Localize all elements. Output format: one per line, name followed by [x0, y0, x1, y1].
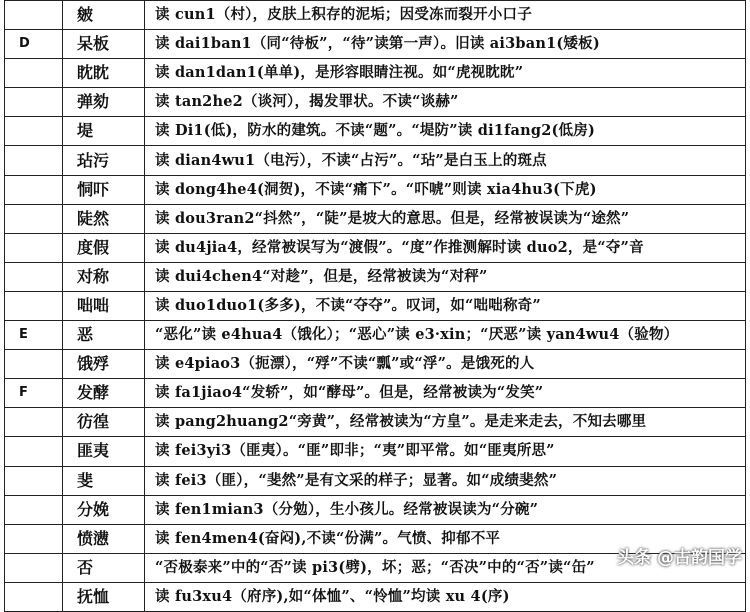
pronunciation-table — [4, 0, 746, 612]
definition-cell: 读 fei3yi3（匪夷）。“匪”即非；“夷”即平常。如“匪夷所思” — [145, 437, 746, 466]
word-cell: 否 — [63, 553, 145, 582]
word-cell: 彷徨 — [63, 408, 145, 437]
definition-cell: 读 fen4men4(奋闷),不读“份满”。气愤、抑郁不平 — [145, 524, 746, 553]
letter-cell — [5, 262, 63, 291]
letter-cell — [5, 495, 63, 524]
word-cell: 抚恤 — [63, 582, 145, 611]
letter-cell — [5, 553, 63, 582]
letter-cell — [5, 1, 63, 30]
table-row — [5, 88, 746, 117]
definition-cell: 读 pang2huang2“旁黄”，经常被读为“方皇”。是走来走去，不知去哪里 — [145, 408, 746, 437]
word-cell: 斐 — [63, 466, 145, 495]
table-row — [5, 117, 746, 146]
word-cell: 玷污 — [63, 146, 145, 175]
definition-cell: “否极泰来”中的“否”读 pi3(劈)，坏；恶；“否决”中的“否”读“缶” — [145, 553, 746, 582]
definition-cell: 读 fa1jiao4“发轿”，如“酵母”。但是，经常被读为“发笑” — [145, 379, 746, 408]
definition-cell: 读 dui4chen4“对趁”，但是，经常被读为“对秤” — [145, 262, 746, 291]
watermark: 头条 @古韵国学 — [617, 548, 742, 568]
definition-cell: 读 duo1duo1(多多)，不读“夺夺”。叹词，如“咄咄称奇” — [145, 291, 746, 320]
word-cell: 堤 — [63, 117, 145, 146]
table-row — [5, 582, 746, 611]
letter-cell — [5, 437, 63, 466]
table-row — [5, 1, 746, 30]
definition-cell: 读 dou3ran2“抖然”，“陡”是坡大的意思。但是，经常被误读为“途然” — [145, 204, 746, 233]
letter-cell: F — [5, 379, 63, 408]
letter-cell: E — [5, 321, 63, 350]
word-cell: 饿殍 — [63, 350, 145, 379]
word-cell: 恫吓 — [63, 175, 145, 204]
letter-cell — [5, 175, 63, 204]
word-cell: 分娩 — [63, 495, 145, 524]
table-row — [5, 321, 746, 350]
letter-cell: D — [5, 30, 63, 59]
letter-cell — [5, 466, 63, 495]
table-row — [5, 204, 746, 233]
table-row — [5, 466, 746, 495]
word-cell: 发酵 — [63, 379, 145, 408]
definition-cell: 读 e4piao3（扼漂），“殍”不读“瓢”或“浮”。是饿死的人 — [145, 350, 746, 379]
definition-cell: 读 dong4he4(洞贺)，不读“痛下”。“吓唬”则读 xia4hu3(下虎) — [145, 175, 746, 204]
definition-cell: 读 du4jia4，经常被误写为“渡假”。“度”作推测解时读 duo2，是“夺”音 — [145, 233, 746, 262]
letter-cell — [5, 59, 63, 88]
definition-cell: 读 dian4wu1（电污），不读“占污”。“玷”是白玉上的斑点 — [145, 146, 746, 175]
word-cell: 对称 — [63, 262, 145, 291]
table-row — [5, 291, 746, 320]
table-row — [5, 408, 746, 437]
letter-cell — [5, 582, 63, 611]
word-cell: 匪夷 — [63, 437, 145, 466]
table-row — [5, 30, 746, 59]
letter-cell — [5, 291, 63, 320]
word-cell: 弹劾 — [63, 88, 145, 117]
table-row — [5, 379, 746, 408]
table-row — [5, 350, 746, 379]
word-cell: 皴 — [63, 1, 145, 30]
table-row — [5, 233, 746, 262]
word-cell: 度假 — [63, 233, 145, 262]
definition-cell: 读 Di1(低)，防水的建筑。不读“题”。“堤防”读 di1fang2(低房) — [145, 117, 746, 146]
word-cell: 咄咄 — [63, 291, 145, 320]
table-row — [5, 262, 746, 291]
letter-cell — [5, 204, 63, 233]
letter-cell — [5, 350, 63, 379]
word-cell: 恶 — [63, 321, 145, 350]
table-row — [5, 495, 746, 524]
letter-cell — [5, 524, 63, 553]
word-cell: 陡然 — [63, 204, 145, 233]
letter-cell — [5, 233, 63, 262]
word-cell: 愤懑 — [63, 524, 145, 553]
letter-cell — [5, 88, 63, 117]
letter-cell — [5, 408, 63, 437]
definition-cell: 读 fen1mian3（分勉），生小孩儿。经常被误读为“分碗” — [145, 495, 746, 524]
table-row — [5, 59, 746, 88]
word-cell: 呆板 — [63, 30, 145, 59]
definition-cell: 读 cun1（村），皮肤上积存的泥垢；因受冻而裂开小口子 — [145, 1, 746, 30]
definition-cell: “恶化”读 e4hua4（饿化）；“恶心”读 e3·xin；“厌恶”读 yan4wu4（验物） — [145, 321, 746, 350]
letter-cell — [5, 146, 63, 175]
definition-cell: 读 fei3（匪），“斐然”是有文采的样子；显著。如“成绩斐然” — [145, 466, 746, 495]
table-row — [5, 146, 746, 175]
letter-cell — [5, 117, 63, 146]
definition-cell: 读 dan1dan1(单单)，是形容眼睛注视。如“虎视眈眈” — [145, 59, 746, 88]
word-cell: 眈眈 — [63, 59, 145, 88]
definition-cell: 读 fu3xu4（府序),如“体恤”、“怜恤”均读 xu 4(序) — [145, 582, 746, 611]
definition-cell: 读 tan2he2（谈河），揭发罪状。不读“谈赫” — [145, 88, 746, 117]
table-row — [5, 437, 746, 466]
definition-cell: 读 dai1ban1（同“待板”，“待”读第一声）。旧读 ai3ban1(矮板) — [145, 30, 746, 59]
table-row — [5, 175, 746, 204]
